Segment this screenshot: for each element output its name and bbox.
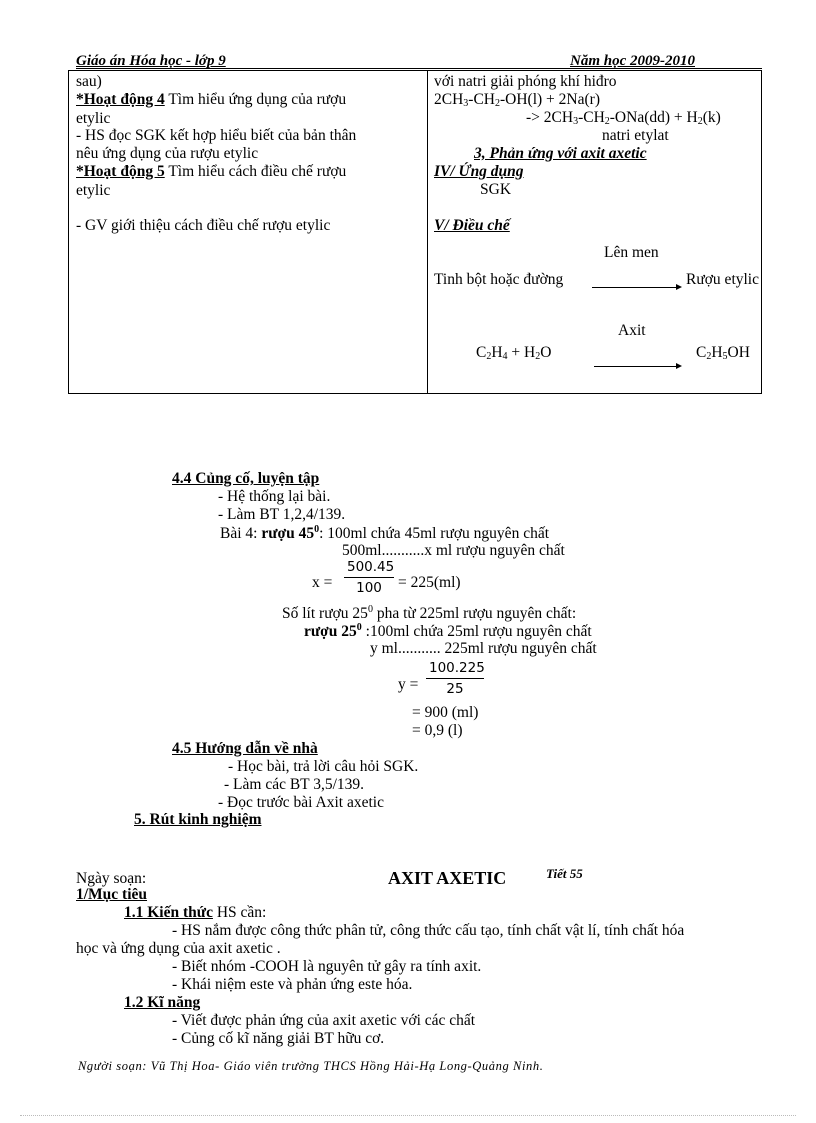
eq1p-sub: 3 [573,116,579,127]
f-sub: 5 [722,351,728,362]
activity-5 [76,163,346,180]
knowledge-3: - Khái niệm este và phản ứng este hóa. [172,976,413,993]
ethanol-text: Rượu etylic [686,271,759,288]
table-divider [427,70,428,394]
arrow-right-icon [594,366,680,367]
header-rule [76,68,762,69]
skill-1: - Viết được phản ứng của axit axetic với các chất [172,1012,476,1029]
eq1-sub: 2 [495,98,500,109]
y-denominator: 25 [446,681,464,697]
y-ml-line: y ml........... 225ml rượu nguyên chất [370,640,597,657]
activity-4 [76,91,346,108]
y-result-ml: = 900 (ml) [412,704,479,721]
acid-label: Axit [618,322,646,339]
page-bottom-divider [20,1115,796,1116]
eq1p-part: -ONa(dd) + H [609,109,698,126]
y-equals: y = [398,676,419,693]
q-part: Số lít rượu 25 [282,605,368,623]
x-result: = 225(ml) [398,574,461,591]
r25-sup: 0 [356,622,362,633]
activity-4-text: Tìm hiểu ứng dụng của rượu [164,91,347,108]
product-name: natri etylat [602,127,669,144]
ex4-part: rượu 45 [261,525,315,543]
header-right: Năm học 2009-2010 [570,53,695,69]
activity-4-title: *Hoạt động 4 [76,91,165,108]
f-sub: 2 [535,351,541,362]
exercise-4-line-2: 500ml...........x ml rượu nguyên chất [342,542,565,559]
f-sub: 2 [486,351,492,362]
y-fraction [426,660,484,697]
x-numerator: 500.45 [344,559,394,578]
activity-5-text2: etylic [76,182,111,199]
activity-5-text: Tìm hiểu cách điều chế rượu [164,163,347,180]
skill-2: - Củng cố kĩ năng giải BT hữu cơ. [172,1030,385,1047]
ethylene-water [476,344,551,362]
fermentation-label: Lên men [604,244,659,261]
f-sub: 2 [706,351,712,362]
section-4-5-title: 4.5 Hướng dẫn về nhà [172,740,318,757]
eq1-part: -CH [468,91,495,108]
activity-4-text2: etylic [76,110,111,127]
f-part: O [540,344,552,361]
f-part: H [491,344,503,361]
r25-part: :100ml chứa 25ml rượu nguyên chất [361,623,592,641]
f-part: C [696,344,707,361]
objectives-heading: 1/Mục tiêu [76,886,148,903]
q-sup: 0 [367,604,373,615]
review-line-1: - Hệ thống lại bài. [218,488,331,505]
knowledge-title: 1.1 Kiến thức [124,904,213,921]
homework-line-3: - Đọc trước bài Axit axetic [218,794,384,811]
y-result-l: = 0,9 (l) [412,722,463,739]
equation-1-product [526,109,721,127]
section-4-4-title: 4.4 Củng cố, luyện tập [172,470,320,487]
section-5-heading: V/ Điều chế [434,217,510,234]
eq1p-part: (k) [702,109,721,126]
left-line-5: nêu ứng dụng của rượu etylic [76,145,259,162]
x-equals: x = [312,574,333,591]
f-part: OH [727,344,750,361]
starch-text: Tinh bột hoặc đường [434,271,564,288]
reaction-3-heading: 3, Phản ứng với axit axetic [474,145,647,162]
f-part: H [711,344,723,361]
f-sub: 4 [502,351,508,362]
ex4-part: Bài 4: [220,525,262,543]
knowledge-line [124,904,266,921]
y-numerator: 100.225 [426,660,484,679]
homework-line-1: - Học bài, trả lời câu hỏi SGK. [228,758,419,775]
eq1p-sub: 2 [604,116,610,127]
eq1-part: -OH(l) + 2Na(r) [500,91,600,108]
left-line-4: - HS đọc SGK kết hợp hiểu biết của bản thân [76,127,357,144]
right-line-1: với natri giải phóng khí hiđro [434,73,617,90]
prep-date-label: Ngày soạn: [76,870,147,887]
eq1-part: 2CH [434,91,464,108]
x-fraction [344,559,394,596]
liters-question [282,604,576,622]
equation-1 [434,91,600,109]
q-part: pha từ 225ml rượu nguyên chất: [372,605,577,623]
eq1p-part: -CH [578,109,605,126]
knowledge-text: HS cần: [212,904,267,921]
ex4-sup: 0 [314,524,320,535]
arrow-right-icon [592,287,680,288]
f-part: C [476,344,487,361]
x-denominator: 100 [356,580,382,596]
eq1p-part: -> 2CH [526,109,574,126]
ethanol-formula [696,344,750,362]
skills-title: 1.2 Kĩ năng [124,994,201,1011]
knowledge-1: - HS nắm được công thức phân tử, công thức cấu tạo, tính chất vật lí, tính chất hóa [172,922,685,939]
eq1p-sub: 2 [697,116,703,127]
activity-5-title: *Hoạt động 5 [76,163,165,180]
left-line-8: - GV giới thiệu cách điều chế rượu etylic [76,217,331,234]
footer-author: Người soạn: Vũ Thị Hoa- Giáo viên trường THCS Hồng Hải-Hạ Long-Quảng Ninh. [78,1059,544,1073]
review-line-2: - Làm BT 1,2,4/139. [218,506,346,523]
header-left: Giáo án Hóa học - lớp 9 [76,53,226,69]
lesson-period: Tiết 55 [546,866,583,881]
ruou-25-line [304,622,592,640]
knowledge-2: - Biết nhóm -COOH là nguyên tử gây ra tính axit. [172,958,482,975]
f-part: + H [507,344,536,361]
section-5-title: 5. Rút kinh nghiệm [134,811,262,828]
eq1-sub: 3 [463,98,469,109]
ex4-part: : 100ml chứa 45ml rượu nguyên chất [319,525,550,543]
exercise-4 [220,524,549,542]
section-4-heading: IV/ Ứng dụng [434,163,524,180]
sgk-text: SGK [480,181,512,198]
r25-part: rượu 25 [304,623,357,641]
knowledge-1-cont: học và ứng dụng của axit axetic . [76,940,281,957]
homework-line-2: - Làm các BT 3,5/139. [224,776,365,793]
lesson-title: AXIT AXETIC [388,868,507,888]
left-cont-text: sau) [76,73,102,90]
